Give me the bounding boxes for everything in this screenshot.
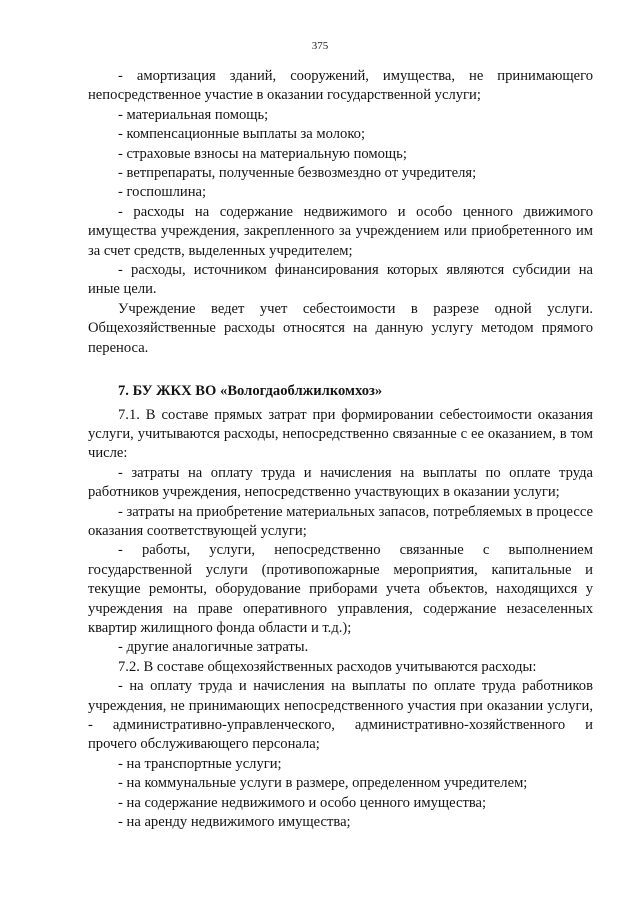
list-item: - на коммунальные услуги в размере, определенном учредителем; [118, 775, 528, 792]
section-heading: 7. БУ ЖКХ ВО «Вологдаоблжилкомхоз» [118, 383, 383, 400]
list-item: - госпошлина; [118, 184, 207, 201]
list-item: - амортизация зданий, сооружений, имущества, не принимающего непосредственное участие в оказании государственной услуги; [88, 68, 593, 104]
list-item: - на транспортные услуги; [118, 755, 282, 772]
clause-7-2: 7.2. В составе общехозяйственных расходов учитываются расходы: [118, 658, 537, 675]
list-item: - на содержание недвижимого и особо ценного имущества; [118, 794, 487, 811]
list-item: - расходы на содержание недвижимого и особо ценного движимого имущества учреждения, закрепленного за учреждением или приобретенного им за счет средств, выделенных учредителем; [88, 203, 593, 259]
list-item: - другие аналогичные затраты. [118, 639, 309, 656]
list-item: - затраты на приобретение материальных запасов, потребляемых в процессе оказания соответствующей услуги; [88, 503, 593, 539]
list-item: - материальная помощь; [118, 106, 269, 123]
clause-7-1: 7.1. В составе прямых затрат при формировании себестоимости оказания услуги, учитываются расходы, непосредственно связанные с ее оказанием, в том числе: [88, 406, 593, 462]
list-item: - на оплату труда и начисления на выплаты по оплате труда работников учреждения, не принимающих непосредственного участия при оказании услуги, - административно-управленческого, административно-хозяйственного и прочего обслуживающего персонала; [88, 678, 593, 753]
summary-paragraph: Учреждение ведет учет себестоимости в разрезе одной услуги. Общехозяйственные расходы относятся на данную услугу методом прямого переноса. [88, 300, 593, 356]
list-item: - ветпрепараты, полученные безвозмездно от учредителя; [118, 165, 477, 182]
list-item: - на аренду недвижимого имущества; [118, 814, 351, 831]
list-item: - компенсационные выплаты за молоко; [118, 126, 366, 143]
list-item: - затраты на оплату труда и начисления на выплаты по оплате труда работников учреждения, непосредственно участвующих в оказании услуги; [88, 464, 593, 501]
page-number: 375 [311, 40, 329, 52]
page-content [88, 67, 593, 832]
list-item: - работы, услуги, непосредственно связанные с выполнением государственной услуги (противопожарные мероприятия, капитальные и текущие ремонты, оборудование приборами учета объектов, находящихся у учреждения на праве оперативного управления, содержание незаселенных квартир жилищного фонда области и т.д.); [88, 542, 593, 636]
list-item: - страховые взносы на материальную помощь; [118, 145, 407, 162]
list-item: - расходы, источником финансирования которых являются субсидии на иные цели. [88, 262, 593, 298]
